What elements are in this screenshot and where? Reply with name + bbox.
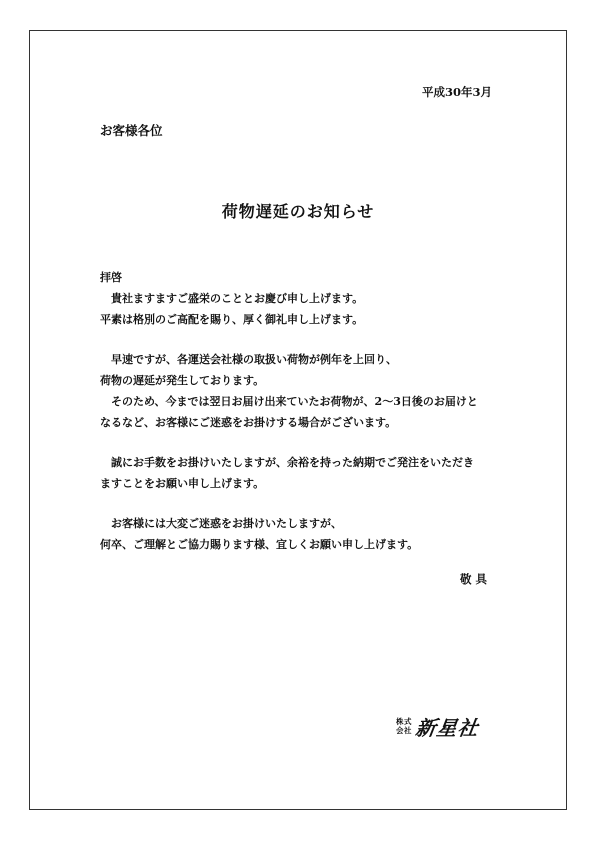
body-line: 誠にお手数をお掛けいたしますが、余裕を持った納期でご発注をいただき — [100, 456, 474, 469]
body-line: そのため、今までは翌日お届け出来ていたお荷物が、2〜3日後のお届けと — [100, 395, 478, 408]
body-line: 何卒、ご理解とご協力賜ります様、宜しくお願い申し上げます。 — [100, 538, 419, 551]
letter-body — [100, 267, 500, 555]
company-prefix-bottom: 会社 — [396, 725, 412, 735]
closing-phrase: 敬具 — [460, 572, 491, 586]
company-prefix — [396, 718, 412, 735]
company-logo — [396, 712, 479, 741]
body-line: お客様には大変ご迷惑をお掛けいたしますが、 — [100, 517, 342, 530]
body-line: 早速ですが、各運送会社様の取扱い荷物が例年を上回り、 — [100, 353, 397, 366]
body-line: 貴社ますますご盛栄のこととお慶び申し上げます。 — [100, 292, 364, 305]
letter-date: 平成30年3月 — [421, 85, 492, 99]
body-line: なるなど、お客様にご迷惑をお掛けする場合がございます。 — [100, 416, 397, 429]
body-line: 荷物の遅延が発生しております。 — [100, 374, 265, 387]
body-line: 拝啓 — [100, 271, 122, 284]
company-prefix-top: 株式 — [396, 717, 412, 726]
body-line: ますことをお願い申し上げます。 — [100, 477, 265, 490]
company-name: 新星社 — [414, 716, 481, 740]
letter-title: 荷物遅延のお知らせ — [221, 202, 375, 221]
addressee: お客様各位 — [100, 123, 163, 138]
body-line: 平素は格別のご高配を賜り、厚く御礼申し上げます。 — [100, 313, 364, 326]
